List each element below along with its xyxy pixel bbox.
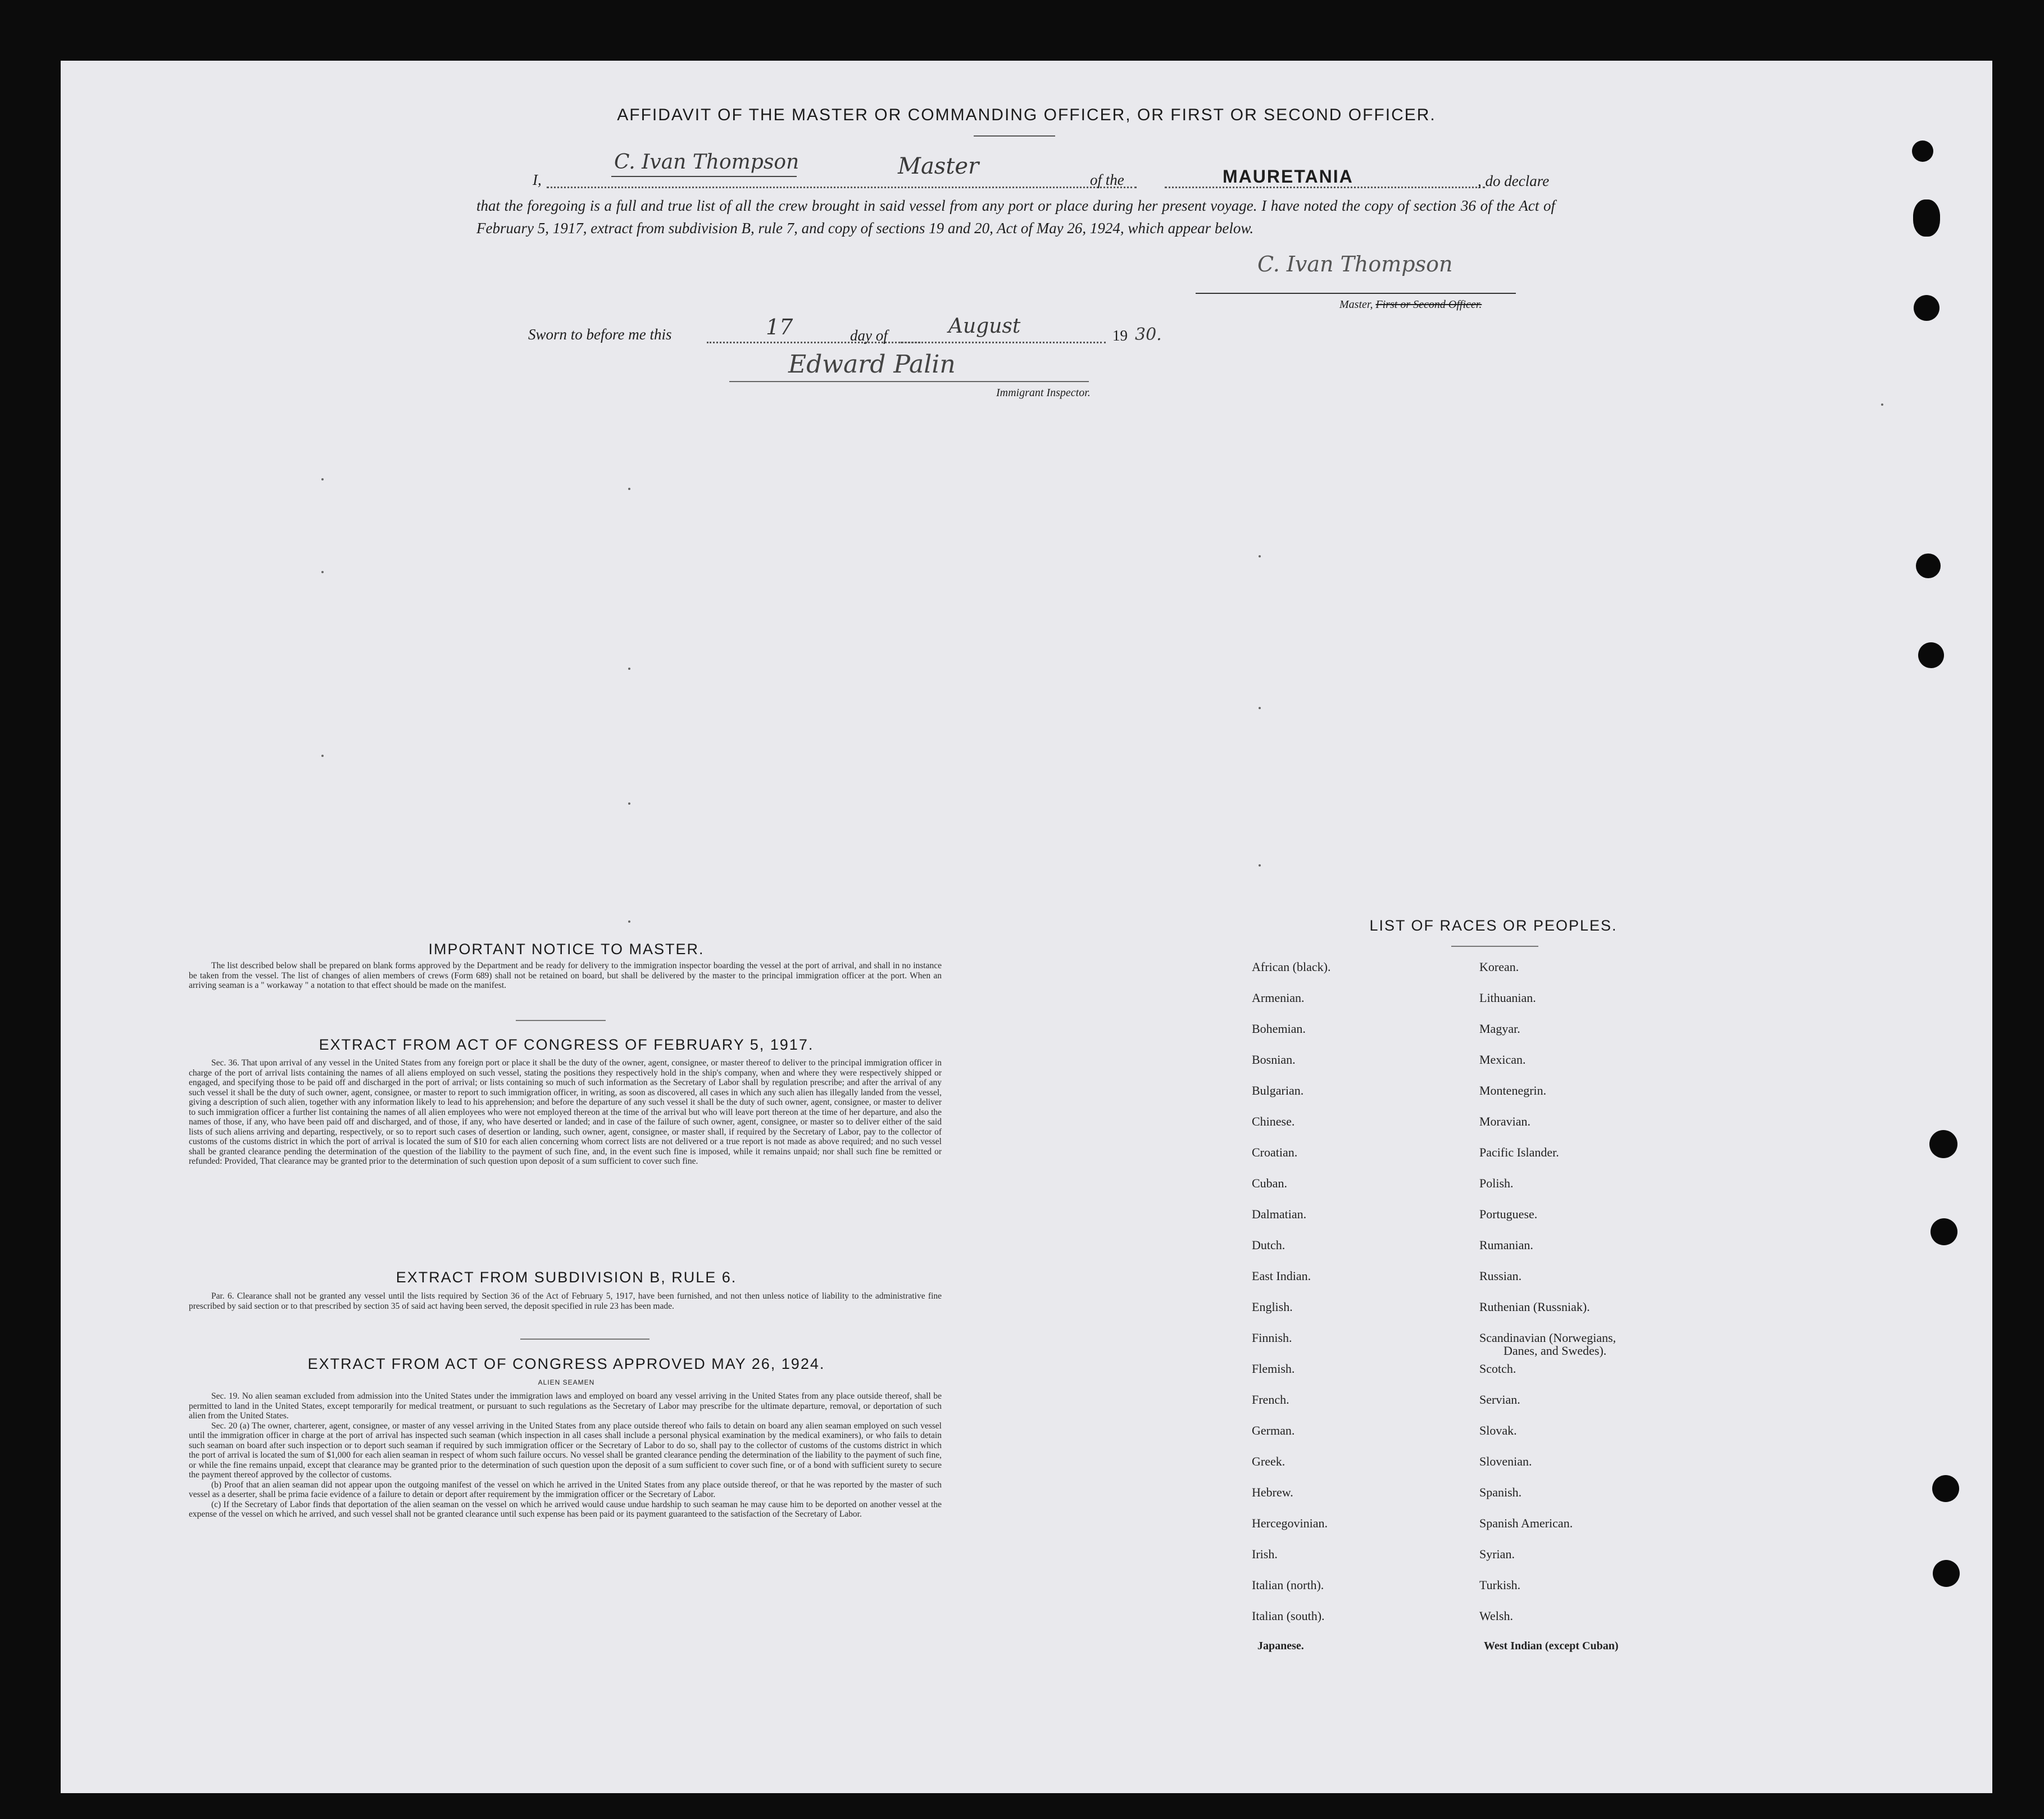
punch-hole-icon bbox=[1918, 642, 1944, 668]
punch-hole-icon bbox=[1912, 140, 1933, 162]
extract-1917-title: EXTRACT FROM ACT OF CONGRESS OF FEBRUARY 5, 1917. bbox=[319, 1036, 814, 1053]
sworn-label: Sworn to before me this bbox=[528, 326, 672, 343]
sec20b-paragraph: (b) Proof that an alien seaman did not appear upon the outgoing manifest of the vessel on which he arrived in the United States from any place outside thereof, or that he was reported by the master of such vessel as a deserter, shall be prima facie evidence of a failure to detain or deport after requirement by the immigration officer or the Secretary of Labor. bbox=[189, 1480, 942, 1499]
rule6-rule bbox=[520, 1339, 649, 1340]
punch-hole-icon bbox=[1929, 1130, 1957, 1158]
race-item: Welsh. bbox=[1479, 1609, 1513, 1623]
signature-line bbox=[1196, 293, 1516, 294]
race-item: Montenegrin. bbox=[1479, 1083, 1547, 1097]
punch-hole-icon bbox=[1913, 199, 1940, 237]
inspector-caption: Immigrant Inspector. bbox=[996, 387, 1091, 399]
race-item: Rumanian. bbox=[1479, 1238, 1533, 1252]
race-item: German. bbox=[1252, 1423, 1295, 1437]
race-item: Slovenian. bbox=[1479, 1454, 1532, 1468]
extract-1924-title: EXTRACT FROM ACT OF CONGRESS APPROVED MAY 26, 1924. bbox=[307, 1355, 825, 1372]
sworn-month-line bbox=[901, 342, 1106, 343]
races-rule bbox=[1451, 946, 1538, 947]
race-item: East Indian. bbox=[1252, 1269, 1311, 1283]
extract-1917-text bbox=[189, 1058, 942, 1167]
race-item: Korean. bbox=[1479, 960, 1519, 974]
race-item: Moravian. bbox=[1479, 1114, 1531, 1128]
punch-hole-icon bbox=[1933, 1560, 1960, 1587]
sworn-month-handwritten: August bbox=[948, 315, 1021, 338]
race-item: Bulgarian. bbox=[1252, 1083, 1304, 1097]
notice-paragraph: The list described below shall be prepared on blank forms approved by the Department and be ready for delivery to the immigration inspector boarding the vessel at the port of arrival, and shall in no instance be taken from the vessel. The list of changes of alien members of crews (Form 689) shall not be retained on board, but shall be delivered by the master to the principal immigration officer at the port. When an arriving seaman is a " workaway " a notation to that effect should be made on the manifest. bbox=[189, 961, 942, 990]
race-item: Polish. bbox=[1479, 1176, 1514, 1190]
punch-hole-icon bbox=[1916, 554, 1941, 578]
race-item: Cuban. bbox=[1252, 1176, 1287, 1190]
race-item: English. bbox=[1252, 1300, 1293, 1314]
race-item: Croatian. bbox=[1252, 1145, 1298, 1159]
race-item: Spanish American. bbox=[1479, 1516, 1573, 1530]
race-item: Finnish. bbox=[1252, 1331, 1292, 1345]
extract-1917-paragraph: Sec. 36. That upon arrival of any vessel in the United States from any foreign port or place it shall be the duty of the owner, agent, consignee, or master thereof to deliver to the principal immigration officer in charge of the port of arrival lists containing the names of all aliens employed on such vessel, stating the positions they respectively hold in the ship's company, when and where they were respectively shipped or engaged, and specifying those to be paid off and discharged in the port of arrival; or lists containing so much of such information as the Secretary of Labor shall by regulation prescribe; and after the arrival of any such vessel it shall be the duty of such owner, agent, consignee, or master to report to such immigration officer, in writing, as soon as discovered, all cases in which any such alien has illegally landed from the vessel, giving a description of such alien, together with any information likely to lead to his apprehension; and before the departure of any such vessel it shall be the duty of such owner, agent, consignee, or master to deliver to such immigration officer a further list containing the names of all alien employees who were not employed thereon at the time of the arrival but who will leave port thereon at the time of her departure, and also the names of those, if any, who have been paid off and discharged, and of those, if any, who have deserted or landed; and in case of the failure of such owner, agent, consignee, or master so to deliver either of the said lists of such aliens arriving and departing, respectively, or so to report such cases of desertion or landing, such owner, agent, consignee, or master shall, if required by the Secretary of Labor, pay to the collector of customs of the customs district in which the port of arrival is located the sum of $10 for each alien concerning whom correct lists are not delivered or a true report is not made as above required; and no such vessel shall be granted clearance pending the determination of the question of the liability to the payment of such fine, and, in the event such fine is imposed, while it remains unpaid; nor shall such fine be remitted or refunded: Provided, That clearance may be granted prior to the determination of such question upon deposit of a sum sufficient to cover such fine. bbox=[189, 1058, 942, 1166]
affidavit-body: that the foregoing is a full and true list of all the crew brought in said vessel from any port or place during her present voyage. I have noted the copy of section 36 of the Act of February 5, 1917, extract from subdivision B, rule 7, and copy of sections 19 and 20, Act of May 26, 1924, which appear below. bbox=[476, 197, 1555, 237]
race-item: Bohemian. bbox=[1252, 1022, 1306, 1036]
race-item: Dalmatian. bbox=[1252, 1207, 1307, 1221]
sworn-day-line bbox=[707, 342, 920, 343]
race-item: Syrian. bbox=[1479, 1547, 1515, 1561]
race-item-continuation: Danes, and Swedes). bbox=[1504, 1344, 1607, 1358]
race-item: Slovak. bbox=[1479, 1423, 1517, 1437]
race-item: Chinese. bbox=[1252, 1114, 1295, 1128]
race-item: Bosnian. bbox=[1252, 1053, 1296, 1067]
race-item: Portuguese. bbox=[1479, 1207, 1538, 1221]
name-underline bbox=[611, 176, 797, 177]
race-item: Armenian. bbox=[1252, 991, 1305, 1005]
race-item: French. bbox=[1252, 1392, 1289, 1407]
rule6-paragraph: Par. 6. Clearance shall not be granted any vessel until the lists required by Section 36 of the Act of February 5, 1917, have been furnished, and not then unless notice of liability to the administrative fine prescribed by said section or to that prescribed by section 35 of said act having been served, the deposit specified in rule 23 has been made. bbox=[189, 1291, 942, 1311]
sec19-paragraph: Sec. 19. No alien seaman excluded from admission into the United States under the immigration laws and employed on board any vessel arriving in the United States from any place outside thereof, shall be permitted to land in the United States, except temporarily for medical treatment, or pursuant to such regulations as the Secretary of Labor may prescribe for the ultimate departure, removal, or deportation of such alien from the United States. bbox=[189, 1391, 942, 1421]
do-declare-label: , do declare bbox=[1478, 173, 1550, 189]
rule6-title: EXTRACT FROM SUBDIVISION B, RULE 6. bbox=[396, 1269, 737, 1286]
race-item: Hebrew. bbox=[1252, 1485, 1293, 1499]
signature-caption bbox=[1339, 298, 1482, 311]
race-item: Servian. bbox=[1479, 1392, 1520, 1407]
punch-hole-icon bbox=[1931, 1218, 1957, 1245]
caption-struck: First or Second Officer. bbox=[1375, 298, 1482, 311]
race-item: Irish. bbox=[1252, 1547, 1278, 1561]
race-item: Ruthenian (Russniak). bbox=[1479, 1300, 1590, 1314]
affidavit-title: AFFIDAVIT OF THE MASTER OR COMMANDING OFFICER, OR FIRST OR SECOND OFFICER. bbox=[617, 106, 1436, 124]
race-item: Italian (south). bbox=[1252, 1609, 1325, 1623]
race-item: Scandinavian (Norwegians, bbox=[1479, 1331, 1616, 1345]
race-item: African (black). bbox=[1252, 960, 1331, 974]
name-line bbox=[547, 187, 1137, 188]
year-handwritten: 30. bbox=[1135, 325, 1162, 344]
document-page bbox=[61, 61, 1992, 1793]
sec20a-paragraph: Sec. 20 (a) The owner, charterer, agent, consignee, or master of any vessel arriving in the United States from any place outside thereof who fails to detain on board any alien seaman employed on such vessel until the immigration officer in charge at the port of arrival has inspected such seaman (which inspection in all cases shall include a personal physical examination by the medical examiners), or who fails to detain such seaman on board after such inspection or to deport such seaman if required by such immigration officer or the Secretary of Labor to do so, shall pay to the collector of customs of the customs district in which the port of arrival is located the sum of $1,000 for each alien seaman in respect of whom such failure occurs. No vessel shall be granted clearance pending the determination of the liability to the payment of such fine, or while the fine remains unpaid, except that clearance may be granted prior to the determination of such question upon the deposit of a sum sufficient to cover such fine, or of a bond with sufficient surety to secure the payment thereof approved by the collector of customs. bbox=[189, 1421, 942, 1480]
vessel-name: MAURETANIA bbox=[1223, 166, 1353, 187]
sec20c-paragraph: (c) If the Secretary of Labor finds that deportation of the alien seaman on the vessel on which he arrived would cause undue hardship to such seaman he may cause him to be deported on another vessel at the expense of the vessel on which he arrived, and such vessel shall not be granted clearance until such expense has been paid or its payment guaranteed to the satisfaction of the Secretary of Labor. bbox=[189, 1499, 942, 1519]
punch-hole-icon bbox=[1932, 1475, 1959, 1502]
inspector-signature-line bbox=[729, 381, 1089, 382]
races-title: LIST OF RACES OR PEOPLES. bbox=[1369, 917, 1618, 934]
i-label: I, bbox=[533, 171, 542, 188]
notice-title: IMPORTANT NOTICE TO MASTER. bbox=[428, 941, 705, 958]
race-item: Turkish. bbox=[1479, 1578, 1521, 1592]
year-prefix: 19 bbox=[1112, 327, 1128, 344]
rule6-text bbox=[189, 1291, 942, 1311]
master-signature-handwritten: C. Ivan Thompson bbox=[1257, 252, 1453, 276]
race-item: Japanese. bbox=[1257, 1640, 1304, 1652]
caption-master: Master, bbox=[1339, 298, 1373, 311]
sworn-day-handwritten: 17 bbox=[766, 315, 793, 339]
race-item: Hercegovinian. bbox=[1252, 1516, 1328, 1530]
race-item: Greek. bbox=[1252, 1454, 1286, 1468]
rank-handwritten: Master bbox=[898, 153, 979, 179]
alien-seamen-subtitle: ALIEN SEAMEN bbox=[538, 1378, 595, 1386]
race-item: Italian (north). bbox=[1252, 1578, 1324, 1592]
of-the-label: of the bbox=[1090, 171, 1124, 188]
race-item: West Indian (except Cuban) bbox=[1484, 1640, 1619, 1652]
officer-name-handwritten: C. Ivan Thompson bbox=[614, 151, 800, 174]
race-item: Russian. bbox=[1479, 1269, 1522, 1283]
race-item: Pacific Islander. bbox=[1479, 1145, 1559, 1159]
notice-rule bbox=[516, 1020, 606, 1021]
race-item: Mexican. bbox=[1479, 1053, 1526, 1067]
race-item: Spanish. bbox=[1479, 1485, 1522, 1499]
race-item: Dutch. bbox=[1252, 1238, 1286, 1252]
title-rule bbox=[974, 135, 1055, 137]
race-item: Magyar. bbox=[1479, 1022, 1520, 1036]
day-of-label: day of bbox=[850, 327, 888, 344]
notice-text bbox=[189, 961, 942, 991]
race-item: Scotch. bbox=[1479, 1362, 1516, 1376]
race-item: Flemish. bbox=[1252, 1362, 1295, 1376]
punch-hole-icon bbox=[1914, 295, 1939, 321]
inspector-signature-handwritten: Edward Palin bbox=[788, 350, 956, 379]
race-item: Lithuanian. bbox=[1479, 991, 1536, 1005]
extract-1924-text bbox=[189, 1391, 942, 1519]
